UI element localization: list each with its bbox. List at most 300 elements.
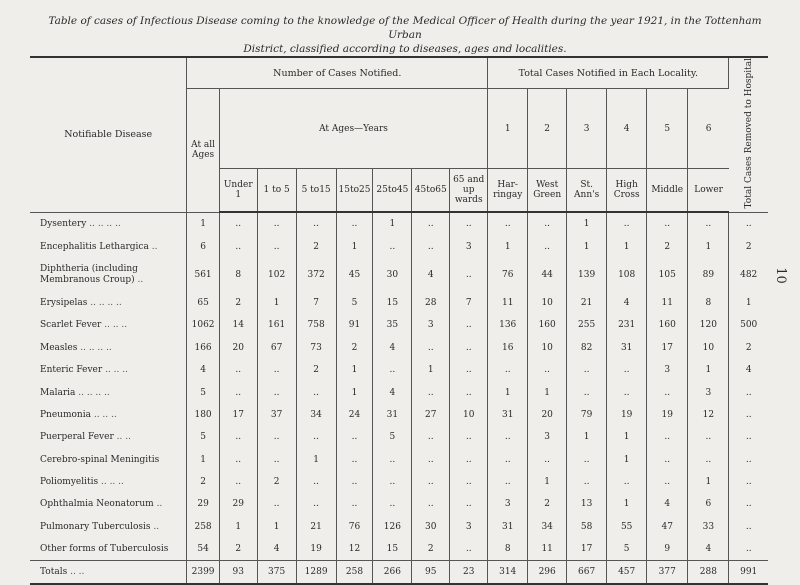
table-cell: .. [336, 449, 373, 471]
table-cell: 89 [688, 258, 729, 292]
disease-label: Enteric Fever [40, 365, 103, 376]
table-cell: .. [336, 212, 373, 235]
table-cell: 3 [412, 314, 450, 336]
disease-label: Measles [40, 342, 78, 353]
table-cell: 58 [567, 516, 607, 538]
table-cell: .. [528, 235, 567, 257]
table-cell: 12 [336, 538, 373, 561]
table-cell: .. [412, 449, 450, 471]
table-row [30, 258, 768, 292]
table-cell: 372 [296, 258, 336, 292]
table-cell: 44 [528, 258, 567, 292]
header-locality: West Green [528, 169, 567, 213]
table-cell: .. [745, 387, 752, 398]
header-loc-num: 1 [488, 89, 528, 169]
table-cell: .. [219, 235, 257, 257]
leader-dots: .. [151, 241, 158, 252]
disease-name [30, 235, 187, 257]
table-cell: 288 [688, 561, 729, 585]
table-cell: 1 [187, 449, 219, 471]
table-cell: .. [296, 471, 336, 493]
table-cell: 4 [412, 258, 450, 292]
table-cell: 160 [528, 314, 567, 336]
table-cell: .. [745, 432, 752, 443]
table-cell: .. [219, 449, 257, 471]
table-cell: .. [412, 235, 450, 257]
table-cell: 255 [567, 314, 607, 336]
disease-name [30, 471, 187, 493]
table-cell: .. [567, 381, 607, 403]
table-cell: .. [373, 359, 412, 381]
table-cell: 2 [219, 292, 257, 314]
table-cell: .. [450, 493, 488, 515]
disease-label: Cerebro-spinal Meningitis [40, 454, 160, 465]
table-cell: 991 [729, 561, 768, 585]
table-cell: 28 [412, 292, 450, 314]
table-cell: 55 [607, 516, 647, 538]
table-cell: .. [373, 493, 412, 515]
table-cell: 7 [450, 292, 488, 314]
header-notifiable-disease: Notifiable Disease [30, 57, 187, 212]
disease-name [30, 538, 187, 561]
leader-dots: .. .. .. [100, 477, 124, 488]
table-row [30, 493, 768, 515]
table-cell: 16 [488, 337, 528, 359]
table-cell: 30 [412, 516, 450, 538]
header-locality: Middle [647, 169, 688, 213]
table-cell: .. [257, 359, 296, 381]
table-row [30, 292, 768, 314]
disease-name [30, 426, 187, 448]
disease-name [30, 212, 187, 235]
table-cell: 1 [257, 516, 296, 538]
table-cell: 21 [567, 292, 607, 314]
header-loc-num: 6 [688, 89, 729, 169]
table-cell: .. [257, 449, 296, 471]
table-cell: 2 [296, 359, 336, 381]
table-cell: 500 [740, 320, 758, 331]
table-cell: 1 [373, 212, 412, 235]
table-cell: 34 [296, 404, 336, 426]
table-cell: 4 [688, 538, 729, 561]
table-cell: 1 [187, 212, 219, 235]
table-cell: .. [336, 471, 373, 493]
table-cell: 3 [450, 516, 488, 538]
table-cell: 160 [647, 314, 688, 336]
table-cell: 47 [647, 516, 688, 538]
table-cell: 1 [567, 426, 607, 448]
leader-dots: .. .. .. .. [80, 342, 112, 353]
table-row [30, 314, 768, 336]
table-cell: 10 [688, 337, 729, 359]
disease-label: Scarlet Fever [40, 320, 102, 331]
table-row [30, 426, 768, 448]
table-cell: 2 [336, 337, 373, 359]
table-cell: 23 [450, 561, 488, 585]
table-cell: 482 [740, 269, 758, 280]
table-cell: 10 [528, 292, 567, 314]
table-cell: 93 [219, 561, 257, 585]
table-cell: 2 [745, 241, 752, 252]
table-row [30, 516, 768, 538]
header-loc-num: 2 [528, 89, 567, 169]
table-cell: .. [336, 493, 373, 515]
table-cell: .. [488, 212, 528, 235]
table-cell: .. [373, 449, 412, 471]
disease-label: Encephalitis Lethargica [40, 241, 149, 252]
disease-label: Other forms of Tuberculosis [40, 544, 169, 555]
table-cell: 2 [745, 342, 752, 353]
disease-name [30, 493, 187, 515]
table-cell: 166 [187, 337, 219, 359]
table-cell: 17 [219, 404, 257, 426]
disease-name [30, 449, 187, 471]
table-cell: 6 [688, 493, 729, 515]
header-locality: Lower [688, 169, 729, 213]
disease-name [30, 314, 187, 336]
table-cell: 4 [647, 493, 688, 515]
disease-name [30, 381, 187, 403]
table-cell: 108 [607, 258, 647, 292]
table-cell: .. [257, 235, 296, 257]
table-cell: .. [412, 337, 450, 359]
table-cell: 29 [187, 493, 219, 515]
table-cell: .. [450, 449, 488, 471]
header-locality: Har- ringay [488, 169, 528, 213]
table-cell: 19 [296, 538, 336, 561]
leader-dots: .. .. .. .. [89, 218, 121, 229]
table-cell: .. [219, 381, 257, 403]
leader-dots: .. .. .. .. [90, 297, 122, 308]
header-number-notified: Number of Cases Notified. [187, 57, 488, 89]
table-cell: .. [745, 218, 752, 229]
table-cell: .. [373, 471, 412, 493]
table-cell: 17 [647, 337, 688, 359]
table-cell: 1 [745, 297, 752, 308]
table-cell: 11 [528, 538, 567, 561]
table-cell: 1 [607, 493, 647, 515]
table-cell: .. [219, 212, 257, 235]
leader-dots: .. .. .. [104, 320, 128, 331]
header-all-ages: At all Ages [187, 89, 219, 213]
disease-label: Malaria [40, 387, 76, 398]
table-cell: .. [607, 471, 647, 493]
table-cell: 3 [528, 426, 567, 448]
table-cell: 667 [567, 561, 607, 585]
disease-label: Dysentery [40, 218, 87, 229]
table-cell: .. [488, 471, 528, 493]
table-cell: 2 [528, 493, 567, 515]
table-cell: .. [647, 381, 688, 403]
table-cell: 180 [187, 404, 219, 426]
table-cell: .. [412, 426, 450, 448]
table-cell: 1 [607, 426, 647, 448]
table-cell: .. [528, 359, 567, 381]
table-cell: 1 [607, 449, 647, 471]
table-cell: 3 [688, 381, 729, 403]
table-cell: 65 [187, 292, 219, 314]
table-cell: .. [450, 337, 488, 359]
table-cell: .. [745, 499, 752, 510]
table-cell: .. [296, 381, 336, 403]
table-cell: .. [219, 471, 257, 493]
table-cell: 1289 [296, 561, 336, 585]
table-cell: .. [450, 314, 488, 336]
table-cell: 375 [257, 561, 296, 585]
table-cell: 31 [607, 337, 647, 359]
table-cell: 1 [488, 235, 528, 257]
table-caption [30, 14, 780, 56]
table-cell: 13 [567, 493, 607, 515]
table-cell: 95 [412, 561, 450, 585]
header-at-ages: At Ages—Years [219, 89, 487, 169]
disease-label: Ophthalmia Neonatorum [40, 499, 154, 510]
totals-row [30, 561, 768, 585]
table-cell: .. [647, 471, 688, 493]
table-cell: .. [450, 538, 488, 561]
table-cell: .. [488, 426, 528, 448]
table-cell: .. [647, 449, 688, 471]
table-cell: 457 [607, 561, 647, 585]
disease-label: Pulmonary Tuberculosis [40, 521, 151, 532]
disease-label: Pneumonia [40, 409, 91, 420]
table-cell: 91 [336, 314, 373, 336]
table-cell: 5 [187, 381, 219, 403]
table-cell: .. [607, 359, 647, 381]
table-cell: 2 [296, 235, 336, 257]
table-cell: .. [745, 454, 752, 465]
caption-line-1: Table of cases of Infectious Disease coming to the knowledge of the Medical Officer of Health during the year 1921, in the Tottenham Urban [48, 15, 762, 41]
table-cell: .. [450, 426, 488, 448]
table-cell: 73 [296, 337, 336, 359]
table-cell: 2 [187, 471, 219, 493]
table-cell: 11 [647, 292, 688, 314]
table-cell: 1 [607, 235, 647, 257]
table-cell: 4 [257, 538, 296, 561]
table-cell: 31 [488, 516, 528, 538]
table-cell: 30 [373, 258, 412, 292]
table-cell: 45 [336, 258, 373, 292]
table-cell: .. [745, 409, 752, 420]
leader-dots: .. .. [116, 432, 131, 443]
table-cell: 1 [488, 381, 528, 403]
table-row [30, 235, 768, 257]
table-cell: 10 [450, 404, 488, 426]
table-cell: 6 [187, 235, 219, 257]
table-cell: 5 [336, 292, 373, 314]
header-age: 1 to 5 [257, 169, 296, 213]
table-cell: .. [257, 212, 296, 235]
disease-label: Puerperal Fever [40, 432, 114, 443]
table-cell: 126 [373, 516, 412, 538]
table-cell: 8 [688, 292, 729, 314]
table-cell: 1 [567, 235, 607, 257]
table-cell: 2 [647, 235, 688, 257]
table-cell: .. [688, 426, 729, 448]
table-cell: 1 [336, 381, 373, 403]
disease-label: Totals [40, 567, 68, 578]
table-cell: 1 [567, 212, 607, 235]
table-cell: 102 [257, 258, 296, 292]
table-cell: 21 [296, 516, 336, 538]
removed-label: Total Cases Removed to Hospital [743, 58, 754, 209]
table-cell: 8 [488, 538, 528, 561]
table-row [30, 359, 768, 381]
table-row [30, 212, 768, 235]
table-cell: 296 [528, 561, 567, 585]
header-age: 5 to15 [296, 169, 336, 213]
header-removed-to-hospital [729, 57, 768, 212]
table-cell: 1 [257, 292, 296, 314]
table-cell: 3 [647, 359, 688, 381]
table-cell: 31 [488, 404, 528, 426]
disease-name [30, 516, 187, 538]
table-cell: 33 [688, 516, 729, 538]
header-age: 15to25 [336, 169, 373, 213]
table-cell: 1 [688, 235, 729, 257]
table-cell: .. [688, 449, 729, 471]
table-cell: 4 [607, 292, 647, 314]
table-cell: 54 [187, 538, 219, 561]
table-cell: 2 [412, 538, 450, 561]
table-cell: 14 [219, 314, 257, 336]
table-cell: .. [450, 381, 488, 403]
table-cell: .. [219, 426, 257, 448]
table-cell: 4 [745, 365, 752, 376]
table-cell: .. [219, 359, 257, 381]
leader-dots: .. [153, 521, 160, 532]
table-cell: .. [412, 212, 450, 235]
table-cell: 3 [488, 493, 528, 515]
table-row [30, 381, 768, 403]
table-cell: 266 [373, 561, 412, 585]
table-cell: 35 [373, 314, 412, 336]
table-cell: .. [688, 212, 729, 235]
header-loc-num: 3 [567, 89, 607, 169]
table-cell: .. [528, 449, 567, 471]
table-cell: 19 [607, 404, 647, 426]
table-cell: .. [745, 544, 752, 555]
disease-name [30, 258, 187, 292]
table-row [30, 404, 768, 426]
table-cell: .. [257, 426, 296, 448]
table-cell: .. [412, 493, 450, 515]
table-cell: 9 [647, 538, 688, 561]
disease-name [30, 404, 187, 426]
table-cell: 5 [187, 426, 219, 448]
table-cell: .. [296, 212, 336, 235]
table-cell: 8 [219, 258, 257, 292]
table-cell: 1 [688, 471, 729, 493]
page-number: 10 [772, 267, 788, 284]
table-cell: 1 [336, 359, 373, 381]
table-cell: .. [567, 449, 607, 471]
table-cell: 15 [373, 292, 412, 314]
disease-label: Diphtheria (including Membranous Croup) [40, 263, 138, 285]
table-cell: 76 [488, 258, 528, 292]
table-cell: 3 [450, 235, 488, 257]
table-cell: .. [647, 212, 688, 235]
header-age: Under 1 [219, 169, 257, 213]
header-age: 65 and up wards [450, 169, 488, 213]
table-cell: 314 [488, 561, 528, 585]
table-cell: 7 [296, 292, 336, 314]
table-cell: 105 [647, 258, 688, 292]
table-cell: 1 [296, 449, 336, 471]
table-row [30, 449, 768, 471]
table-cell: 79 [567, 404, 607, 426]
table-cell: 20 [528, 404, 567, 426]
header-loc-num: 4 [607, 89, 647, 169]
table-cell: 120 [688, 314, 729, 336]
table-cell: 27 [412, 404, 450, 426]
disease-name [30, 359, 187, 381]
table-body [30, 212, 768, 584]
table-cell: 4 [373, 337, 412, 359]
disease-label: Erysipelas [40, 297, 88, 308]
disease-name [30, 292, 187, 314]
table-cell: 231 [607, 314, 647, 336]
table-cell: .. [745, 521, 752, 532]
table-cell: 139 [567, 258, 607, 292]
table-cell: 1 [336, 235, 373, 257]
table-cell: .. [607, 212, 647, 235]
table-cell: 758 [296, 314, 336, 336]
table-cell: 67 [257, 337, 296, 359]
table-cell: .. [450, 258, 488, 292]
header-loc-num: 5 [647, 89, 688, 169]
table-cell: 258 [187, 516, 219, 538]
table-row [30, 538, 768, 561]
table-cell: 82 [567, 337, 607, 359]
table-cell: .. [567, 471, 607, 493]
table-cell: .. [450, 212, 488, 235]
table-cell: 1 [219, 516, 257, 538]
table-cell: 10 [528, 337, 567, 359]
infectious-disease-table [30, 56, 768, 585]
table-cell: 136 [488, 314, 528, 336]
table-cell: .. [296, 493, 336, 515]
table-cell: .. [607, 381, 647, 403]
table-cell: 5 [373, 426, 412, 448]
disease-label: Poliomyelitis [40, 477, 99, 488]
table-cell: .. [257, 381, 296, 403]
table-cell: .. [450, 471, 488, 493]
table-cell: 258 [336, 561, 373, 585]
table-cell: 29 [219, 493, 257, 515]
table-cell: .. [257, 493, 296, 515]
table-cell: .. [647, 426, 688, 448]
table-cell: .. [488, 449, 528, 471]
table-cell: 19 [647, 404, 688, 426]
disease-name [30, 337, 187, 359]
table-cell: 377 [647, 561, 688, 585]
table-cell: .. [412, 381, 450, 403]
leader-dots: .. .. .. .. [78, 387, 110, 398]
table-cell: 11 [488, 292, 528, 314]
table-cell: 20 [219, 337, 257, 359]
table-cell: 1062 [187, 314, 219, 336]
table-cell: 1 [688, 359, 729, 381]
table-row [30, 337, 768, 359]
table-cell: .. [567, 359, 607, 381]
table-cell: 161 [257, 314, 296, 336]
table-cell: .. [336, 426, 373, 448]
leader-dots: .. .. [70, 567, 85, 578]
table-cell: 24 [336, 404, 373, 426]
table-cell: 1 [528, 471, 567, 493]
header-age: 45to65 [412, 169, 450, 213]
